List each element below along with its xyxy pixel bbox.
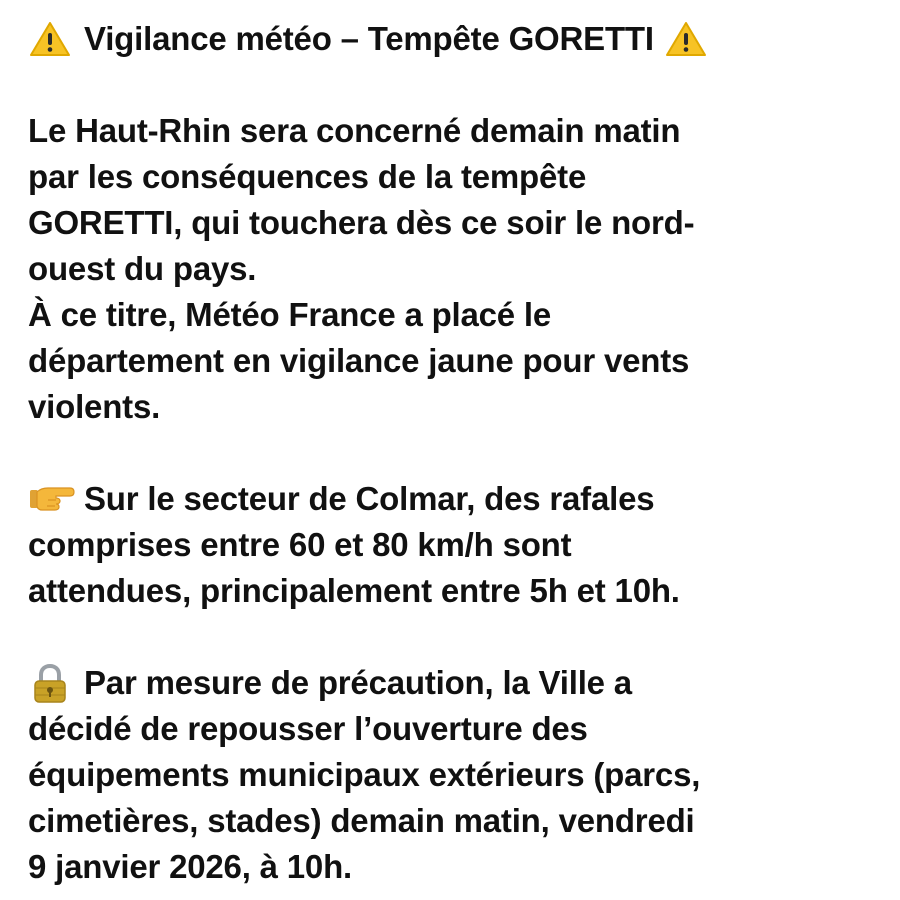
paragraph-line: Sur le secteur de Colmar, des rafales xyxy=(84,480,655,517)
paragraph-line: attendues, principalement entre 5h et 10h. xyxy=(28,572,680,609)
paragraph-line: À ce titre, Météo France a placé le xyxy=(28,296,552,333)
paragraph-line: cimetières, stades) demain matin, vendredi xyxy=(28,802,695,839)
paragraph-line: 9 janvier 2026, à 10h. xyxy=(28,848,352,885)
paragraph-line: département en vigilance jaune pour vents xyxy=(28,342,690,379)
paragraph-line: Le Haut-Rhin sera concerné demain matin xyxy=(28,112,681,149)
paragraph-line: Par mesure de précaution, la Ville a xyxy=(84,664,632,701)
paragraph-line: équipements municipaux extérieurs (parcs, xyxy=(28,756,701,793)
paragraph-line: GORETTI, qui touchera dès ce soir le nord- xyxy=(28,204,695,241)
padlock-icon xyxy=(28,664,72,700)
post-title: Vigilance météo – Tempête GORETTI xyxy=(84,20,654,57)
paragraph3-first-line xyxy=(28,660,888,706)
warning-icon xyxy=(28,20,72,56)
spacer xyxy=(28,430,888,476)
pointing-hand-icon xyxy=(28,480,72,516)
paragraph-line: par les conséquences de la tempête xyxy=(28,158,587,195)
post-body xyxy=(28,16,888,890)
spacer xyxy=(28,614,888,660)
paragraph-line: violents. xyxy=(28,388,161,425)
paragraph2-first-line xyxy=(28,476,888,522)
paragraph-line: comprises entre 60 et 80 km/h sont xyxy=(28,526,572,563)
paragraph-line: décidé de repousser l’ouverture des xyxy=(28,710,588,747)
warning-icon xyxy=(664,20,708,56)
post-title-line xyxy=(28,16,888,62)
spacer xyxy=(28,62,888,108)
paragraph-line: ouest du pays. xyxy=(28,250,257,287)
